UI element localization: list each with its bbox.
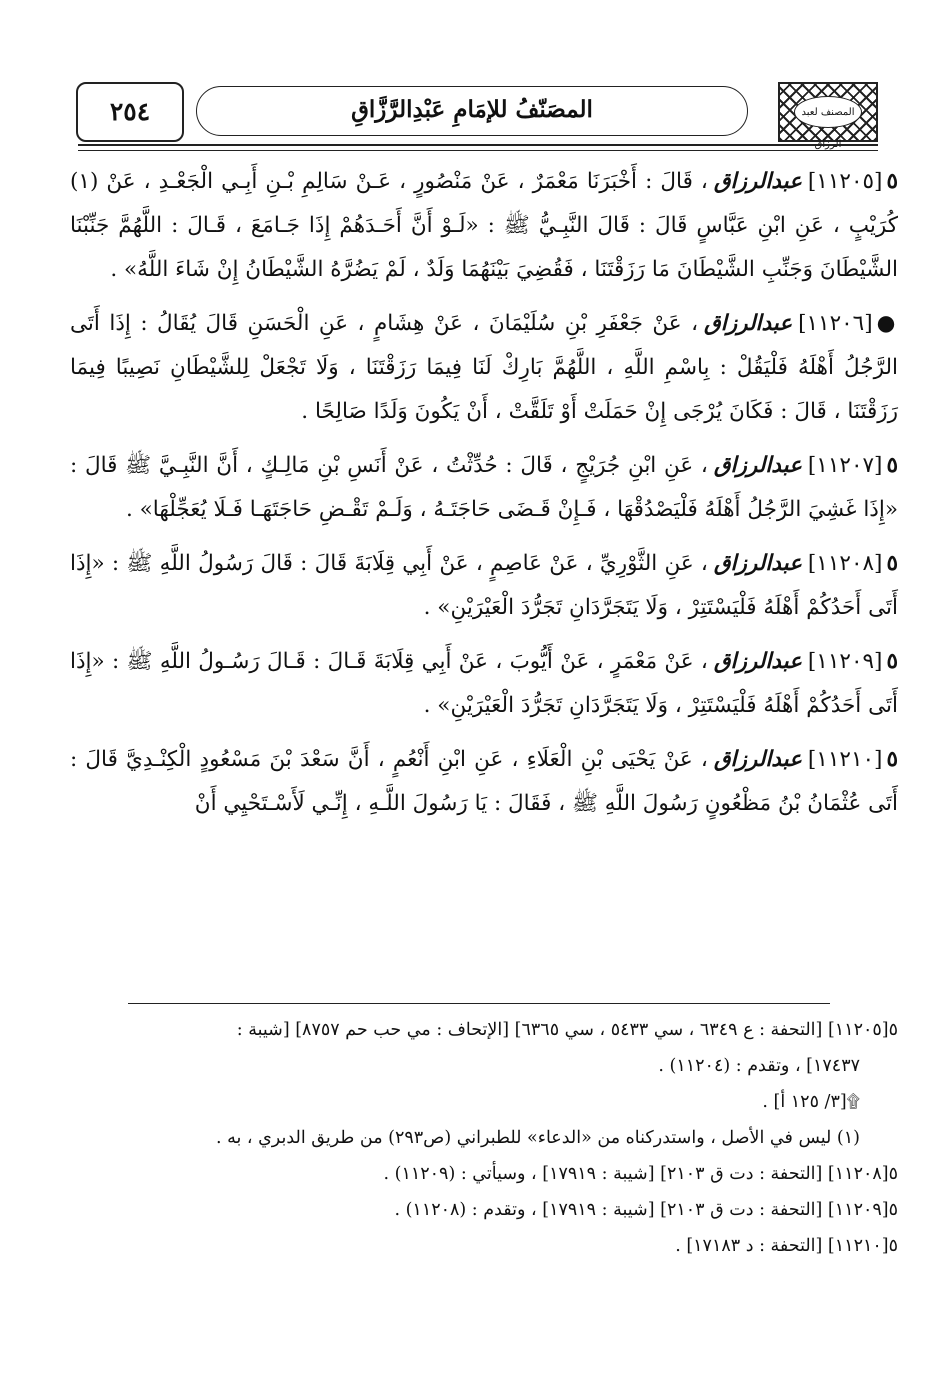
footnote: ٥[١١٢٠٥] [التحفة : ع ٦٣٤٩ ، سي ٥٤٣٣ ، سي ٦٣٦٥] [الإتحاف : مي حب حم ٨٧٥٧] [شيبة : [236, 1020, 898, 1040]
footnote: ٥[١١٢١٠] [التحفة : د ١٧١٨٣] . [675, 1236, 898, 1256]
header-ornament-right [778, 82, 878, 150]
page-number-frame [76, 82, 184, 142]
hadith-number: [١١٢٠٩] [807, 649, 883, 674]
hadith-number: [١١٢٠٦] [798, 311, 873, 336]
narrator-name: عبدالرزاق [713, 649, 802, 674]
hadith-marker: ● [876, 311, 899, 336]
hadith-text: ، عَنْ يَحْيَى بْنِ الْعَلَاءِ ، عَنِ ابْنِ أَنْعُمٍ ، أَنَّ سَعْدَ بْنَ مَسْعُودٍ الْكِنْـدِيَّ قَالَ : أَتَى عُثْمَانُ بْنُ مَظْعُونٍ رَسُولَ اللَّهِ ﷺ ، فَقَالَ : يَا رَسُولَ اللَّـهِ ، إِنِّـي لَأَسْـتَحْيِي أَنْ [70, 747, 898, 816]
footnotes [72, 1012, 898, 1264]
footnote: ۩[٣/ ١٢٥ أ] . [762, 1092, 860, 1112]
narrator-name: عبدالرزاق [704, 311, 793, 336]
hadith-marker: ٥ [886, 453, 898, 478]
title-frame [196, 86, 748, 136]
hadith-paragraph [70, 160, 898, 292]
emblem-right: المصنف لعبد الرزاق [794, 96, 862, 128]
hadith-paragraph [70, 444, 898, 532]
header-rule-thin [78, 150, 878, 151]
hadith-marker: ٥ [886, 649, 898, 674]
hadith-text: ، عَنْ جَعْفَرِ بْنِ سُلَيْمَانَ ، عَنْ هِشَامٍ ، عَنِ الْحَسَنِ قَالَ يُقَالُ : إِذَا أَتَى الرَّجُلُ أَهْلَهُ فَلْيَقُلْ : بِاسْمِ اللَّهِ ، اللَّهُمَّ بَارِكْ لَنَا فِيمَا رَزَقْتَنَا ، وَلَا تَجْعَلْ لِلشَّيْطَانِ نَصِيبًا فِيمَا رَزَقْتَنَا ، قَالَ : فَكَانَ يُرْجَى إِنْ حَمَلَتْ أَوْ تَلَقَّتْ ، أَنْ يَكُونَ وَلَدًا صَالِحًا . [70, 311, 898, 424]
hadith-paragraph [70, 302, 898, 434]
page-number: ٢٥٤ [109, 97, 151, 126]
footnote: ٥[١١٢٠٩] [التحفة : دت ق ٢١٠٣] [شيبة : ١٧٩١٩] ، وتقدم : (١١٢٠٨) . [394, 1200, 898, 1220]
footnote-separator [128, 1003, 830, 1004]
hadith-number: [١١٢٠٨] [807, 551, 883, 576]
hadith-number: [١١٢٠٧] [807, 453, 883, 478]
hadith-paragraph [70, 738, 898, 826]
hadith-text: ، عَنِ الثَّوْرِيِّ ، عَنْ عَاصِمٍ ، عَنْ أَبِي قِلَابَةَ قَالَ : قَالَ رَسُولُ اللَّهِ ﷺ : «إِذَا أَتَى أَحَدُكُمْ أَهْلَهُ فَلْيَسْتَتِرْ ، وَلَا يَتَجَرَّدَانِ تَجَرُّدَ الْعَيْرَيْنِ» . [70, 551, 898, 620]
hadith-text: ، قَالَ : أَخْبَرَنَا مَعْمَرٌ ، عَنْ مَنْصُورٍ ، عَـنْ سَالِمِ بْـنِ أَبِـي الْجَعْـدِ ، عَنْ (١) كُرَيْبٍ ، عَنِ ابْنِ عَبَّاسٍ قَالَ : قَالَ النَّبِـيُّ ﷺ : «لَـوْ أَنَّ أَحَـدَهُمْ إِذَا جَـامَعَ ، قَـالَ : اللَّهُمَّ جَنِّبْنَا الشَّيْطَانَ وَجَنِّبِ الشَّيْطَانَ مَا رَزَقْتَنَا ، فَقُضِيَ بَيْنَهُمَا وَلَدٌ ، لَمْ يَضُرَّهُ الشَّيْطَانُ إِنْ شَاءَ اللَّهُ» . [70, 169, 898, 282]
narrator-name: عبدالرزاق [713, 747, 802, 772]
hadith-marker: ٥ [886, 747, 898, 772]
narrator-name: عبدالرزاق [713, 169, 802, 194]
header-rule [78, 144, 878, 146]
main-text [70, 160, 898, 836]
hadith-text: ، عَنْ مَعْمَرٍ ، عَنْ أَيُّوبَ ، عَنْ أَبِي قِلَابَةَ قَـالَ : قَـالَ رَسُـولُ اللَّهِ ﷺ : «إِذَا أَتَى أَحَدُكُمْ أَهْلَهُ فَلْيَسْتَتِرْ ، وَلَا يَتَجَرَّدَانِ تَجَرُّدَ الْعَيْرَيْنِ» . [70, 649, 898, 718]
hadith-number: [١١٢٠٥] [807, 169, 883, 194]
narrator-name: عبدالرزاق [713, 453, 802, 478]
hadith-marker: ٥ [886, 551, 898, 576]
hadith-marker: ٥ [886, 169, 898, 194]
hadith-text: ، عَنِ ابْنِ جُرَيْجٍ ، قَالَ : حُدِّثْتُ ، عَنْ أَنَسِ بْنِ مَالِـكٍ ، أَنَّ النَّبِـيَّ ﷺ قَالَ : «إِذَا غَشِيَ الرَّجُلُ أَهْلَهُ فَلْيَصْدُقْهَا ، فَـإِنْ قَـضَى حَاجَتَـهُ ، وَلَـمْ تَقْـضِ حَاجَتَهَـا فَـلَا يُعَجِّلْهَا» . [70, 453, 898, 522]
narrator-name: عبدالرزاق [713, 551, 802, 576]
running-header [78, 82, 878, 150]
footnote: ٥[١١٢٠٨] [التحفة : دت ق ٢١٠٣] [شيبة : ١٧٩١٩] ، وسيأتي : (١١٢٠٩) . [383, 1164, 898, 1184]
hadith-number: [١١٢١٠] [807, 747, 883, 772]
footnote: (١) ليس في الأصل ، واستدركناه من «الدعاء» للطبراني (ص٢٩٣) من طريق الدبري ، به . [215, 1128, 860, 1148]
book-title: المصَنّفُ للإمَامِ عَبْدِالرَّزَّاقِ [351, 96, 593, 123]
hadith-paragraph [70, 542, 898, 630]
footnote-continuation: ١٧٤٣٧] ، وتقدم : (١١٢٠٤) . [658, 1056, 860, 1076]
hadith-paragraph [70, 640, 898, 728]
